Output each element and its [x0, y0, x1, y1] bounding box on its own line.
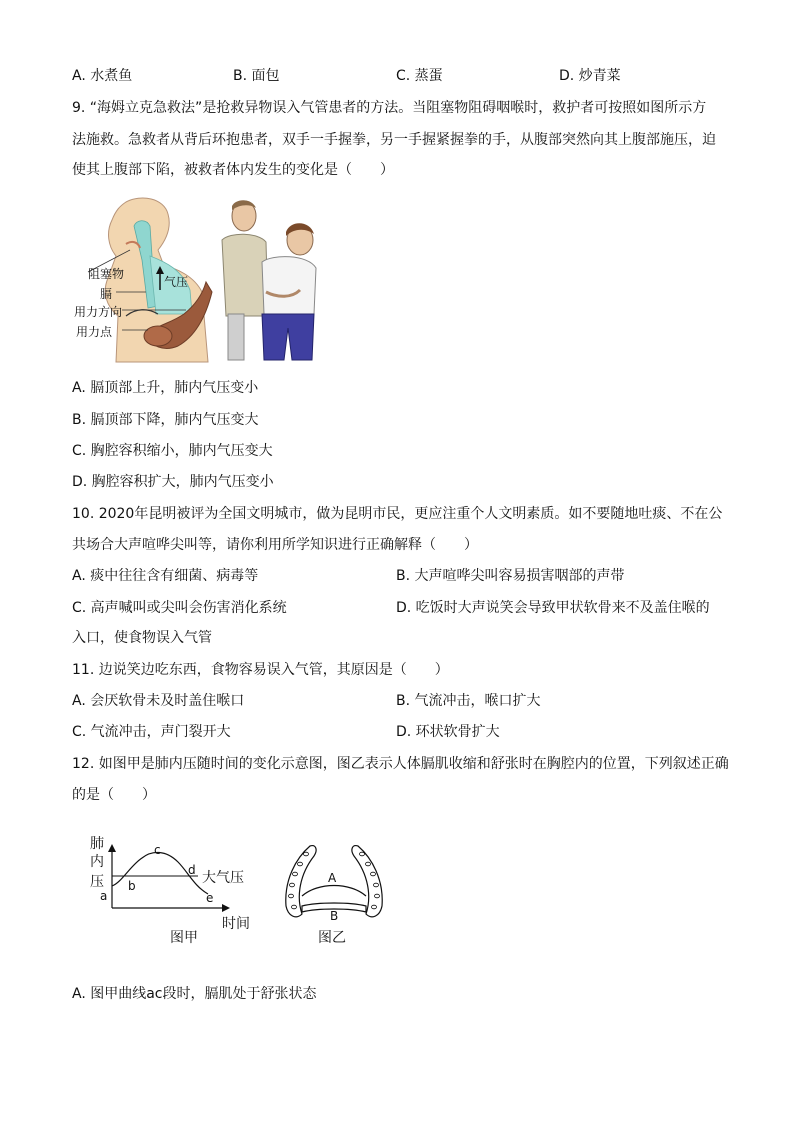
label-air-pressure: 气压 — [164, 275, 189, 289]
q10-option-c[interactable]: C. 高声喊叫或尖叫会伤害消化系统 — [72, 600, 287, 616]
label-force-direction: 用力方向 — [74, 305, 123, 319]
chart-caption: 图甲 — [170, 930, 198, 946]
q11-option-c[interactable]: C. 气流冲击，声门裂开大 — [72, 724, 231, 740]
q9-option-d[interactable]: D. 胸腔容积扩大，肺内气压变小 — [72, 474, 274, 490]
figure-label-b: B — [330, 909, 339, 923]
q12-stem-line-1: 12. 如图甲是肺内压随时间的变化示意图，图乙表示人体膈肌收缩和舒张时在胸腔内的位置，下列叙述正确 — [72, 756, 729, 772]
chart-point-c: c — [154, 843, 161, 857]
q11-stem: 11. 边说笑边吃东西，食物容易误入气管，其原因是（ ） — [72, 662, 449, 678]
q11-option-b[interactable]: B. 气流冲击，喉口扩大 — [396, 693, 541, 709]
q12-stem-line-2: 的是（ ） — [72, 787, 156, 803]
q10-stem-line-2: 共场合大声喧哗尖叫等，请你利用所学知识进行正确解释（ ） — [72, 537, 478, 553]
chart-point-b: b — [128, 879, 136, 893]
q8-option-c[interactable]: C. 蒸蛋 — [396, 68, 443, 84]
chart-point-d: d — [188, 863, 196, 877]
label-force-point: 用力点 — [76, 325, 113, 339]
q12-option-a[interactable]: A. 图甲曲线ac段时，膈肌处于舒张状态 — [72, 986, 317, 1002]
q10-option-a[interactable]: A. 痰中往往含有细菌、病毒等 — [72, 568, 259, 584]
q9-option-a[interactable]: A. 膈顶部上升，肺内气压变小 — [72, 380, 259, 396]
chart-ylabel-2: 内 — [90, 854, 104, 870]
chart-ylabel-3: 压 — [90, 874, 104, 890]
q10-option-d-continued: 入口，使食物误入气管 — [72, 630, 212, 646]
q11-option-a[interactable]: A. 会厌软骨未及时盖住喉口 — [72, 693, 245, 709]
q8-option-b[interactable]: B. 面包 — [233, 68, 280, 84]
chart-xlabel: 时间 — [222, 916, 250, 932]
q10-option-b[interactable]: B. 大声喧哗尖叫容易损害咽部的声带 — [396, 568, 625, 584]
label-blockage: 阻塞物 — [88, 267, 125, 281]
q11-option-d[interactable]: D. 环状软骨扩大 — [396, 724, 500, 740]
diaphragm-position-a — [302, 886, 366, 897]
figure-label-a: A — [328, 871, 337, 885]
pressure-chart — [86, 832, 266, 950]
chart-ylabel-1: 肺 — [90, 836, 104, 852]
label-diaphragm: 膈 — [100, 287, 113, 301]
diaphragm-figure — [278, 840, 390, 950]
q9-option-b[interactable]: B. 膈顶部下降，肺内气压变大 — [72, 412, 259, 428]
heimlich-figure — [74, 196, 318, 362]
figure-b-caption: 图乙 — [318, 930, 346, 946]
chart-point-a: a — [100, 889, 108, 903]
q10-option-d[interactable]: D. 吃饭时大声说笑会导致甲状软骨来不及盖住喉的 — [396, 600, 710, 616]
q9-option-c[interactable]: C. 胸腔容积缩小，肺内气压变大 — [72, 443, 273, 459]
q9-stem-line-1: 9. “海姆立克急救法”是抢救异物误入气管患者的方法。当阻塞物阻碍咽喉时，救护者可按照如图所示方 — [72, 100, 707, 116]
q9-stem-line-2: 法施救。急救者从背后环抱患者，双手一手握拳，另一手握紧握拳的手，从腹部突然向其上腹部施压，迫 — [72, 132, 716, 148]
chart-atmosphere-label: 大气压 — [202, 870, 244, 886]
q8-option-a[interactable]: A. 水煮鱼 — [72, 68, 133, 84]
q8-option-d[interactable]: D. 炒青菜 — [559, 68, 621, 84]
chart-point-e: e — [206, 891, 214, 905]
q9-stem-line-3: 使其上腹部下陷，被救者体内发生的变化是（ ） — [72, 162, 394, 178]
rescuer-illustration — [222, 200, 316, 360]
q10-stem-line-1: 10. 2020年昆明被评为全国文明城市，做为昆明市民，更应注重个人文明素质。如不要随地吐痰、不在公 — [72, 506, 723, 522]
